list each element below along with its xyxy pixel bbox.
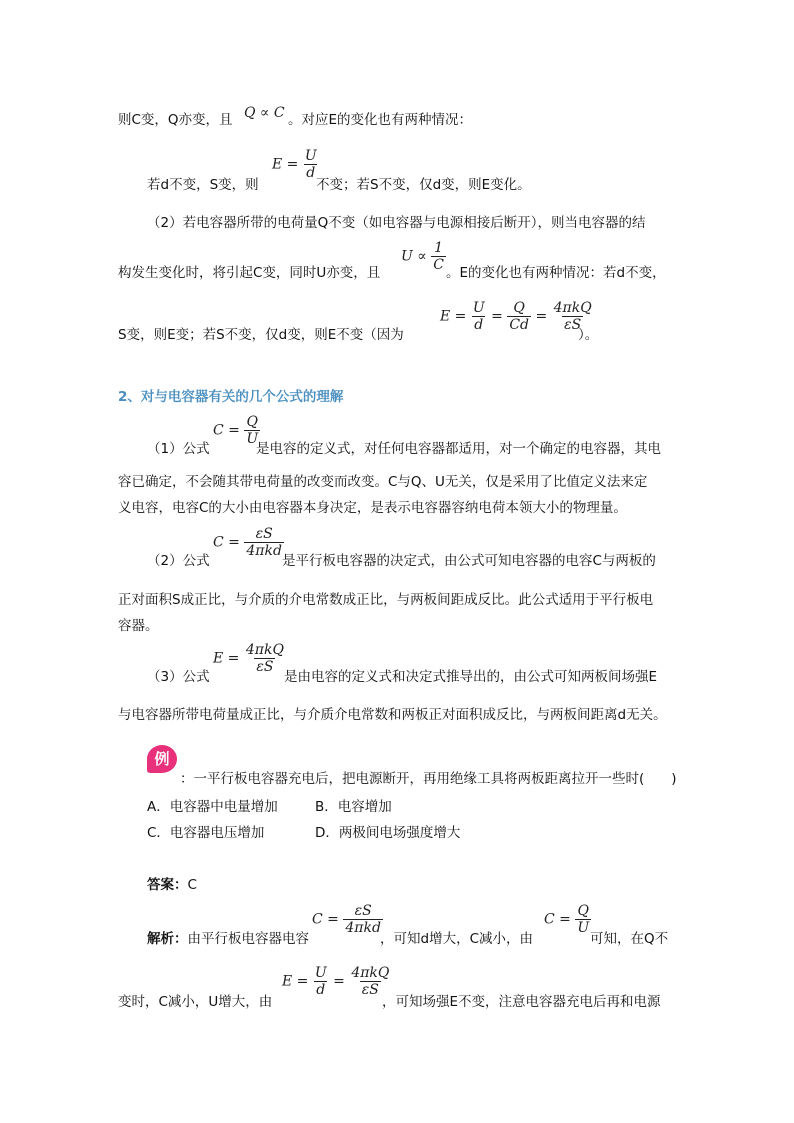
text-line: S变，则E变；若S不变，仅d变，则E不变（因为: [118, 327, 404, 343]
text-line: （2）公式: [147, 553, 210, 569]
option-a: A．电容器中电量增加: [147, 799, 278, 815]
option-c: C．电容器电压增加: [147, 825, 265, 841]
formula-e-chain: E = $\frac{U}{d}$ = $\frac{Q}{Cd}$ = $\frac{\text{4πkQ}}{\varepsilon S}$: [440, 300, 592, 333]
answer-line: 答案：C: [147, 877, 197, 893]
text-line: 解析：由平行板电容器电容: [147, 931, 309, 947]
text-line: 容器。: [118, 618, 159, 634]
text-line: 与电容器所带电荷量成正比，与介质介电常数和两板正对面积成反比，与两板间距离d无关。: [118, 707, 667, 723]
formula-u-prop-1-c: U ∝ $\frac{1}{C}$: [401, 240, 444, 273]
formula-q-prop-c: Q ∝ C: [244, 105, 285, 121]
example-badge: 例: [147, 745, 177, 773]
text-line: （2）若电容器所带的电荷量Q不变（如电容器与电源相接后断开），则当电容器的结: [147, 215, 646, 231]
formula-c-q-u: C = $\frac{Q}{U}$: [213, 414, 259, 447]
formula-e-4pikq-es: E = $\frac{\text{4πkQ}}{\varepsilon S}$: [213, 642, 284, 675]
option-d: D．两极间电场强度增大: [315, 825, 461, 841]
formula-e-chain: E = $\frac{U}{d}$ = $\frac{\text{4πkQ}}{\varepsilon S}$: [282, 965, 390, 998]
text-line: 若d不变，S变，则: [147, 177, 259, 193]
text-line: 是电容的定义式，对任何电容器都适用，对一个确定的电容器，其电: [256, 441, 661, 457]
text-line: ，可知d增大，C减小，由: [380, 931, 533, 947]
formula-e-u-d: E = $\frac{U}{d}$: [272, 148, 317, 181]
text-line: ，可知场强E不变，注意电容器充电后再和电源: [382, 994, 661, 1010]
formula-c-es-4pikd: C = $\frac{\varepsilon S}{\text{4πkd}}$: [213, 526, 282, 559]
text-line: 。对应E的变化也有两种情况：: [288, 112, 473, 128]
text-line: 。E的变化也有两种情况：若d不变，: [446, 265, 666, 281]
example-question: ：一平行板电容器充电后，把电源断开，再用绝缘工具将两板距离拉开一些时( ): [180, 771, 677, 787]
text-line: 是平行板电容器的决定式，由公式可知电容器的电容C与两板的: [282, 553, 656, 569]
text-line: 则C变，Q亦变，且: [118, 112, 233, 128]
text-line: 变时，C减小，U增大，由: [118, 994, 273, 1010]
option-b: B．电容增加: [315, 799, 392, 815]
text-line: 是由电容的定义式和决定式推导出的，由公式可知两板间场强E: [284, 669, 658, 685]
text-line: （3）公式: [147, 669, 210, 685]
text-line: 构发生变化时，将引起C变，同时U亦变，且: [118, 265, 381, 281]
text-line: 义电容，电容C的大小由电容器本身决定，是表示电容器容纳电荷本领大小的物理量。: [118, 500, 627, 516]
formula-c-es-4pikd: C = $\frac{\varepsilon S}{\text{4πkd}}$: [312, 903, 381, 936]
text-line: 不变；若S不变，仅d变，则E变化。: [316, 177, 531, 193]
section-heading: 2、对与电容器有关的几个公式的理解: [118, 389, 344, 405]
text-line: 正对面积S成正比，与介质的介电常数成正比，与两板间距成反比。此公式适用于平行板电: [118, 592, 654, 608]
formula-c-q-u: C = $\frac{Q}{U}$: [544, 903, 590, 936]
text-line: （1）公式: [147, 441, 210, 457]
text-line: 容已确定，不会随其带电荷量的改变而改变。C与Q、U无关，仅是采用了比值定义法来定: [118, 474, 648, 490]
text-line: 可知，在Q不: [590, 931, 669, 947]
text-line: ）。: [578, 327, 599, 343]
